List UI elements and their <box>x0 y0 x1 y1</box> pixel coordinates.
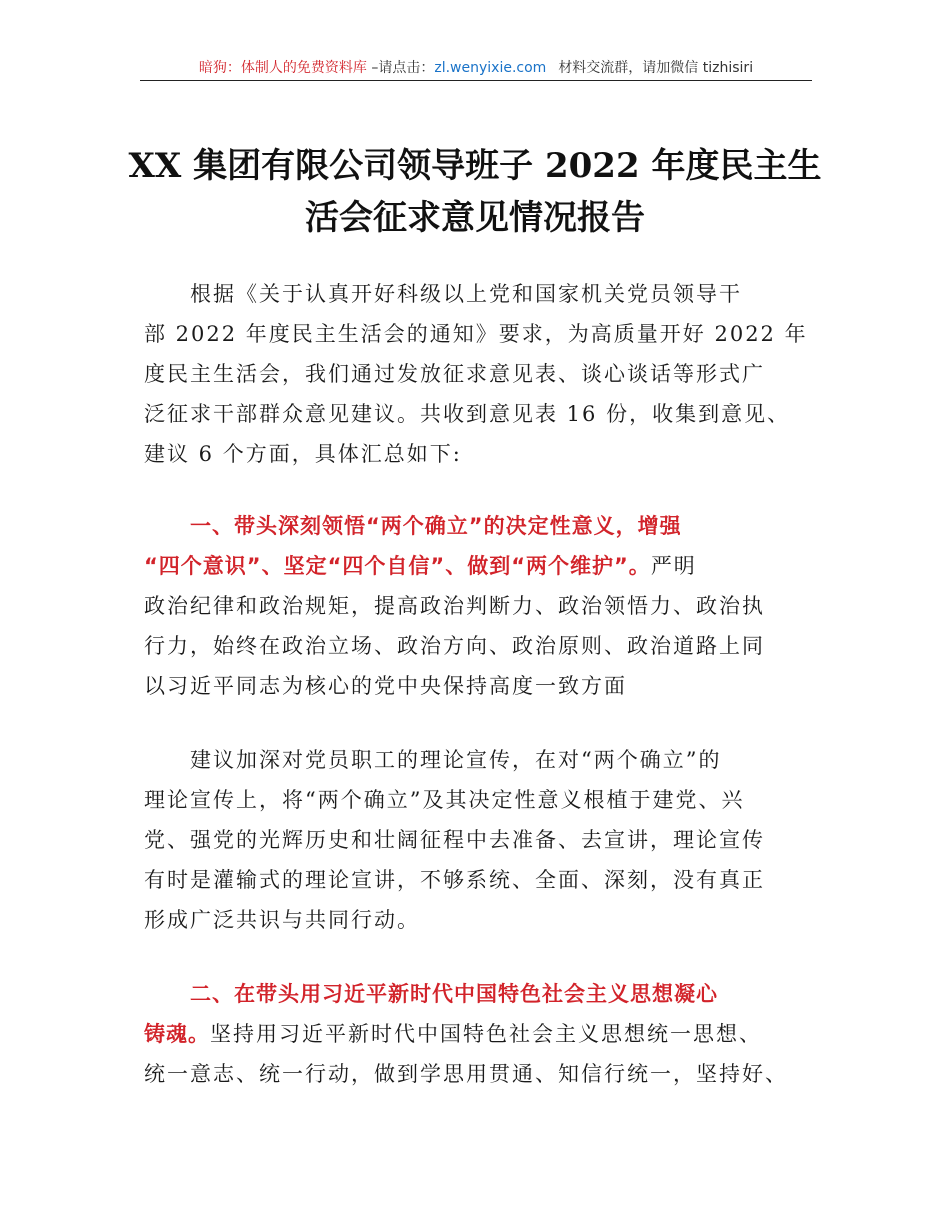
header-prefix: 暗狗：体制人的免费资料库 <box>198 60 367 76</box>
paragraph-line: 部 2022 年度民主生活会的通知》要求，为高质量开好 2022 年 <box>144 322 808 346</box>
paragraph-line: 党、强党的光辉历史和壮阔征程中去准备、去宣讲，理论宣传 <box>144 828 765 852</box>
intro-paragraph <box>144 274 816 474</box>
title-line-1: XX 集团有限公司领导班子 2022 年度民主生 <box>128 146 822 186</box>
paragraph-line: 度民主生活会，我们通过发放征求意见表、谈心谈话等形式广 <box>144 362 765 386</box>
paragraph-line: 以习近平同志为核心的党中央保持高度一致方面 <box>144 674 627 698</box>
section-2-heading-tail: 铸魂。 <box>144 1022 210 1046</box>
section-1-heading: 一、带头深刻领悟“两个确立”的决定性意义，增强 <box>190 514 682 538</box>
header-wechat-note: 材料交流群，请加微信 tizhisiri <box>558 60 754 76</box>
section-1-heading-tail: “四个意识”、坚定“四个自信”、做到“两个维护”。 <box>144 554 651 578</box>
paragraph-line: 根据《关于认真开好科级以上党和国家机关党员领导干 <box>190 282 742 306</box>
section-2 <box>144 974 816 1094</box>
section-1-heading-continued <box>144 546 816 586</box>
section-2-text-start: 坚持用习近平新时代中国特色社会主义思想统一思想、 <box>210 1022 762 1046</box>
page-header <box>140 58 812 80</box>
section-2-heading-continued <box>144 1014 816 1054</box>
document-title <box>120 140 830 244</box>
paragraph-line: 建议加深对党员职工的理论宣传，在对“两个确立”的 <box>190 748 722 772</box>
paragraph-line: 理论宣传上，将“两个确立”及其决定性意义根植于建党、兴 <box>144 788 745 812</box>
section-1-text-start: 严明 <box>650 554 697 578</box>
paragraph-line: 形成广泛共识与共同行动。 <box>144 908 420 932</box>
paragraph-line: 泛征求干部群众意见建议。共收到意见表 16 份，收集到意见、 <box>144 402 791 426</box>
section-2-heading: 二、在带头用习近平新时代中国特色社会主义思想凝心 <box>190 982 718 1006</box>
header-link[interactable]: zl.wenyixie.com <box>434 60 547 76</box>
paragraph-line: 统一意志、统一行动，做到学思用贯通、知信行统一，坚持好、 <box>144 1062 788 1086</box>
suggestion-1 <box>144 740 816 940</box>
paragraph-line: 有时是灌输式的理论宣讲，不够系统、全面、深刻，没有真正 <box>144 868 765 892</box>
title-line-2: 活会征求意见情况报告 <box>305 198 645 238</box>
paragraph-line: 政治纪律和政治规矩，提高政治判断力、政治领悟力、政治执 <box>144 594 765 618</box>
paragraph-line: 行力，始终在政治立场、政治方向、政治原则、政治道路上同 <box>144 634 765 658</box>
section-1 <box>144 506 816 706</box>
header-click-prompt: –请点击： <box>366 60 435 76</box>
header-divider <box>140 80 812 81</box>
paragraph-line: 建议 6 个方面，具体汇总如下: <box>144 442 462 466</box>
